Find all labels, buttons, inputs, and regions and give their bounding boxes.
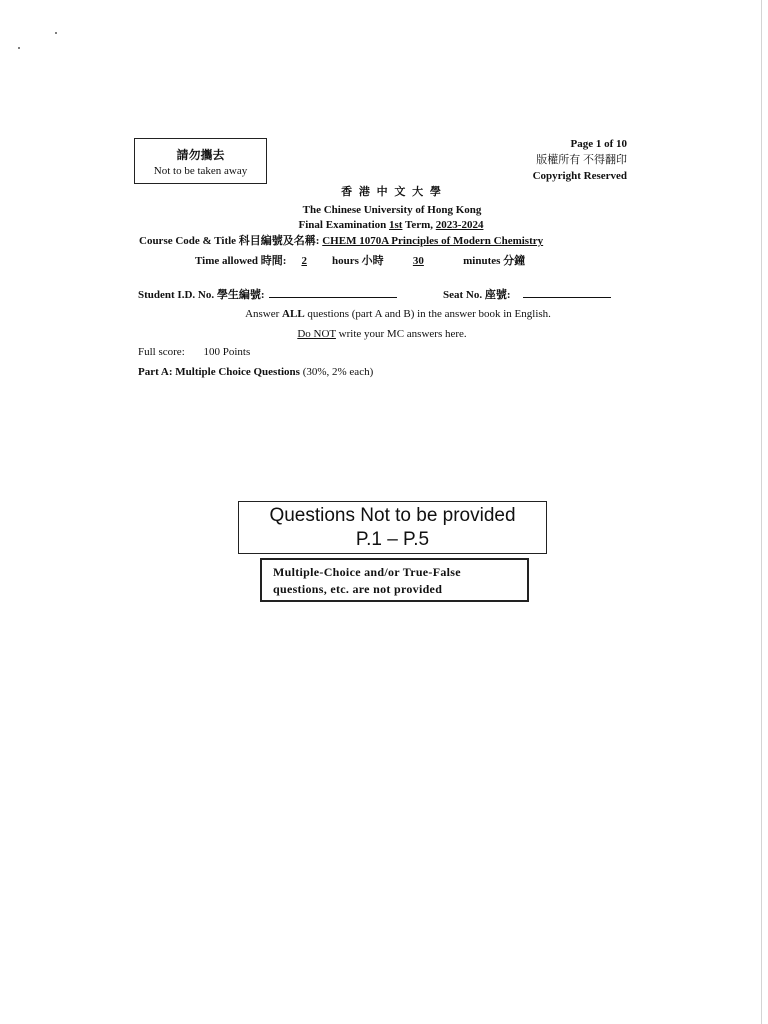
scan-speck [55,32,57,34]
student-id-label: Student I.D. No. 學生編號: [138,289,265,301]
instruction-text: write your MC answers here. [335,328,467,340]
university-name-cn: 香 港 中 文 大 學 [341,186,443,198]
instruction-line-2 [0,327,766,342]
part-a-heading [138,365,373,380]
course-line [139,234,543,249]
full-score-value: 100 Points [203,346,251,358]
instruction-do-not: Do NOT [297,328,336,340]
instruction-text: Answer [245,308,283,320]
full-score-label: Full score: [138,346,185,358]
exam-year: 2023-2024 [435,219,484,231]
exam-term-word: Term, [405,219,434,231]
course-title: CHEM 1070A Principles of Modern Chemistry [322,235,544,247]
page-number: Page 1 of 10 [570,138,627,150]
not-to-be-taken-away-box [134,138,267,184]
notice-line-2: P.1 – P.5 [355,529,430,550]
instruction-emphasis: ALL [282,308,305,320]
copyright-cn: 版權所有 不得翻印 [536,154,627,166]
not-taken-en: Not to be taken away [153,165,248,177]
page-edge [761,0,762,1024]
time-minutes: 30 [412,255,424,267]
part-a-title: Part A: Multiple Choice Questions [138,366,300,378]
full-score-line [138,345,250,360]
university-name-en: The Chinese University of Hong Kong [302,204,482,216]
part-a-detail: (30%, 2% each) [302,366,374,378]
student-id-line [138,287,397,303]
instruction-text: questions (part A and B) in the answer book in English. [304,308,551,320]
exam-prefix: Final Examination [298,219,387,231]
time-line [195,254,525,269]
seat-blank[interactable] [523,287,611,298]
exam-line [7,218,768,233]
scan-speck [18,47,20,49]
course-label: Course Code & Title 科目編號及名稱: [139,235,320,247]
time-minutes-label: minutes 分鐘 [463,255,526,267]
mc-not-provided-box [260,558,529,602]
instruction-line-1 [14,307,768,322]
seat-line [443,287,611,303]
student-id-blank[interactable] [269,287,397,298]
questions-not-provided-box [238,501,547,554]
not-taken-cn: 請勿攜去 [176,148,225,162]
time-hours-label: hours 小時 [331,255,384,267]
sub-notice-line-1: Multiple-Choice and/or True-False [273,565,461,579]
seat-label: Seat No. 座號: [443,289,511,301]
exam-term-number: 1st [389,219,403,231]
notice-line-1: Questions Not to be provided [269,505,516,526]
copyright-en: Copyright Reserved [532,170,627,182]
time-label: Time allowed 時間: [195,255,287,267]
sub-notice-line-2: questions, etc. are not provided [273,582,443,596]
time-hours: 2 [301,255,307,267]
